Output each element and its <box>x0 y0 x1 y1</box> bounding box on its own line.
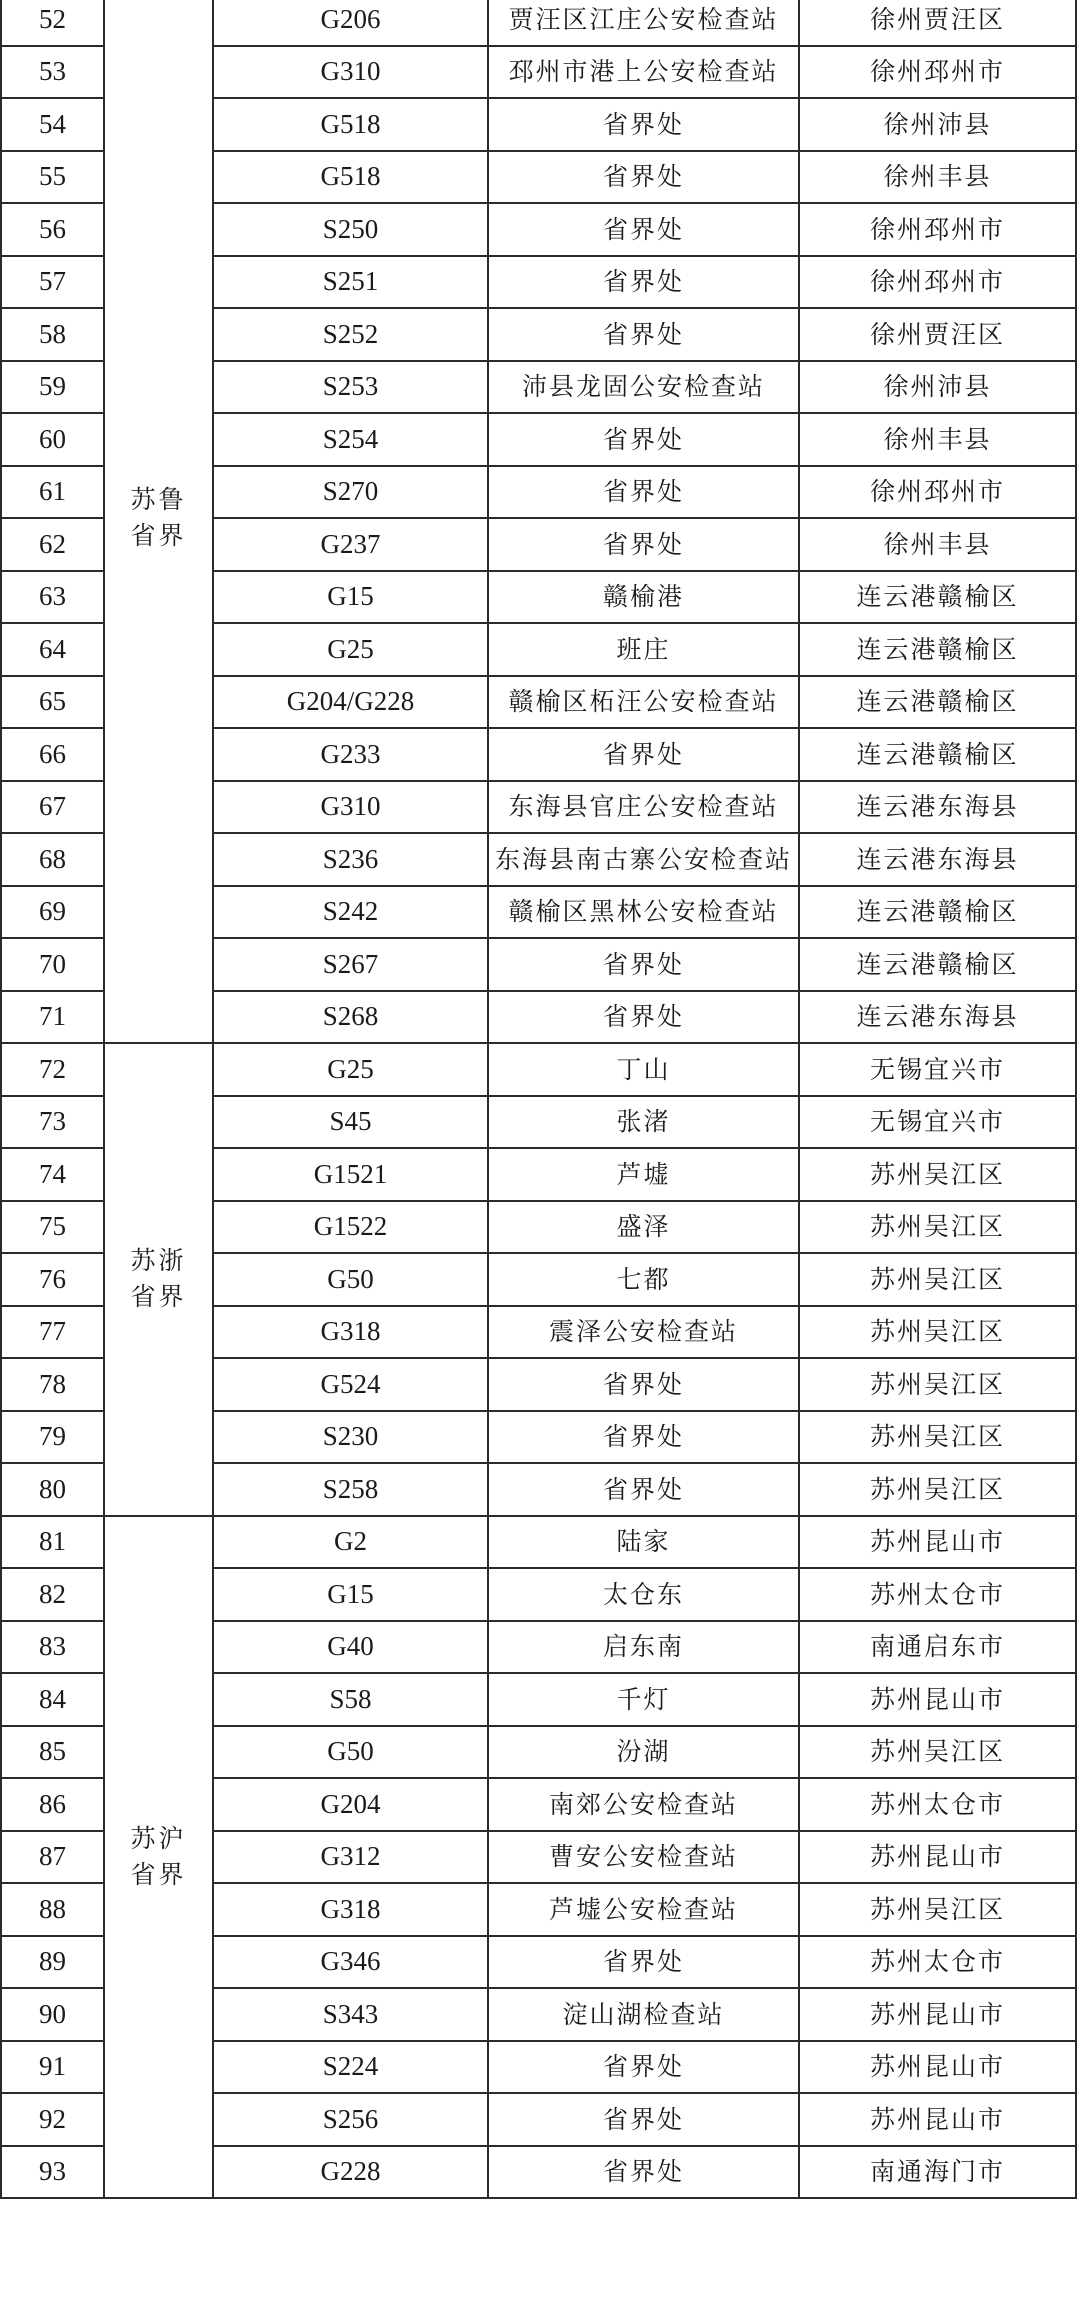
checkpoint-site-cell: 七都 <box>488 1253 799 1306</box>
location-cell: 苏州吴江区 <box>799 1358 1076 1411</box>
row-number-cell: 87 <box>1 1831 104 1884</box>
checkpoint-site-cell: 太仓东 <box>488 1568 799 1621</box>
location-cell: 苏州昆山市 <box>799 1988 1076 2041</box>
road-code-cell: S250 <box>213 203 488 256</box>
location-cell: 徐州沛县 <box>799 361 1076 414</box>
checkpoint-site-cell: 省界处 <box>488 1936 799 1989</box>
location-cell: 南通海门市 <box>799 2146 1076 2199</box>
checkpoint-site-cell: 震泽公安检查站 <box>488 1306 799 1359</box>
checkpoint-site-cell: 邳州市港上公安检查站 <box>488 46 799 99</box>
row-number-cell: 78 <box>1 1358 104 1411</box>
location-cell: 苏州太仓市 <box>799 1778 1076 1831</box>
row-number-cell: 60 <box>1 413 104 466</box>
location-cell: 苏州昆山市 <box>799 2041 1076 2094</box>
road-code-cell: S267 <box>213 938 488 991</box>
location-cell: 南通启东市 <box>799 1621 1076 1674</box>
location-cell: 苏州吴江区 <box>799 1726 1076 1779</box>
road-code-cell: G1522 <box>213 1201 488 1254</box>
checkpoint-site-cell: 赣榆区柘汪公安检查站 <box>488 676 799 729</box>
row-number-cell: 92 <box>1 2093 104 2146</box>
location-cell: 徐州贾汪区 <box>799 308 1076 361</box>
road-code-cell: G50 <box>213 1253 488 1306</box>
location-cell: 苏州吴江区 <box>799 1148 1076 1201</box>
road-code-cell: G206 <box>213 0 488 46</box>
row-number-cell: 85 <box>1 1726 104 1779</box>
location-cell: 苏州昆山市 <box>799 1673 1076 1726</box>
checkpoint-site-cell: 沛县龙固公安检查站 <box>488 361 799 414</box>
row-number-cell: 70 <box>1 938 104 991</box>
row-number-cell: 67 <box>1 781 104 834</box>
checkpoint-site-cell: 启东南 <box>488 1621 799 1674</box>
checkpoint-site-cell: 省界处 <box>488 98 799 151</box>
row-number-cell: 59 <box>1 361 104 414</box>
location-cell: 徐州贾汪区 <box>799 0 1076 46</box>
location-cell: 连云港东海县 <box>799 781 1076 834</box>
location-cell: 苏州太仓市 <box>799 1936 1076 1989</box>
border-region-cell: 苏沪省界 <box>104 1516 213 2199</box>
checkpoint-site-cell: 淀山湖检查站 <box>488 1988 799 2041</box>
road-code-cell: G25 <box>213 623 488 676</box>
road-code-cell: S258 <box>213 1463 488 1516</box>
checkpoint-site-cell: 省界处 <box>488 203 799 256</box>
row-number-cell: 72 <box>1 1043 104 1096</box>
road-code-cell: S252 <box>213 308 488 361</box>
location-cell: 苏州吴江区 <box>799 1411 1076 1464</box>
road-code-cell: S253 <box>213 361 488 414</box>
row-number-cell: 56 <box>1 203 104 256</box>
row-number-cell: 82 <box>1 1568 104 1621</box>
location-cell: 连云港东海县 <box>799 833 1076 886</box>
checkpoint-site-cell: 省界处 <box>488 466 799 519</box>
checkpoint-site-cell: 汾湖 <box>488 1726 799 1779</box>
location-cell: 徐州邳州市 <box>799 256 1076 309</box>
road-code-cell: G312 <box>213 1831 488 1884</box>
location-cell: 连云港赣榆区 <box>799 728 1076 781</box>
table-row <box>1 1516 1076 1569</box>
row-number-cell: 69 <box>1 886 104 939</box>
border-region-cell: 苏鲁省界 <box>104 0 213 1043</box>
row-number-cell: 93 <box>1 2146 104 2199</box>
row-number-cell: 75 <box>1 1201 104 1254</box>
row-number-cell: 81 <box>1 1516 104 1569</box>
location-cell: 苏州吴江区 <box>799 1463 1076 1516</box>
checkpoint-site-cell: 省界处 <box>488 991 799 1044</box>
road-code-cell: G15 <box>213 571 488 624</box>
location-cell: 徐州丰县 <box>799 151 1076 204</box>
row-number-cell: 68 <box>1 833 104 886</box>
road-code-cell: G518 <box>213 151 488 204</box>
checkpoint-site-cell: 丁山 <box>488 1043 799 1096</box>
checkpoint-site-cell: 张渚 <box>488 1096 799 1149</box>
road-code-cell: S251 <box>213 256 488 309</box>
checkpoint-site-cell: 省界处 <box>488 2041 799 2094</box>
border-region-cell: 苏浙省界 <box>104 1043 213 1516</box>
location-cell: 连云港赣榆区 <box>799 623 1076 676</box>
location-cell: 连云港赣榆区 <box>799 938 1076 991</box>
road-code-cell: G2 <box>213 1516 488 1569</box>
row-number-cell: 65 <box>1 676 104 729</box>
road-code-cell: S230 <box>213 1411 488 1464</box>
checkpoint-site-cell: 赣榆区黑林公安检查站 <box>488 886 799 939</box>
row-number-cell: 63 <box>1 571 104 624</box>
location-cell: 苏州昆山市 <box>799 1516 1076 1569</box>
checkpoint-site-cell: 芦墟 <box>488 1148 799 1201</box>
location-cell: 连云港赣榆区 <box>799 676 1076 729</box>
road-code-cell: G228 <box>213 2146 488 2199</box>
checkpoint-site-cell: 省界处 <box>488 518 799 571</box>
road-code-cell: G518 <box>213 98 488 151</box>
checkpoint-site-cell: 东海县官庄公安检查站 <box>488 781 799 834</box>
road-code-cell: S343 <box>213 1988 488 2041</box>
location-cell: 苏州太仓市 <box>799 1568 1076 1621</box>
location-cell: 连云港赣榆区 <box>799 571 1076 624</box>
road-code-cell: G318 <box>213 1306 488 1359</box>
checkpoint-site-cell: 省界处 <box>488 1411 799 1464</box>
road-code-cell: G237 <box>213 518 488 571</box>
checkpoint-site-cell: 省界处 <box>488 1358 799 1411</box>
road-code-cell: G310 <box>213 781 488 834</box>
checkpoint-site-cell: 千灯 <box>488 1673 799 1726</box>
row-number-cell: 80 <box>1 1463 104 1516</box>
checkpoint-table-body <box>1 0 1076 2198</box>
table-row <box>1 0 1076 46</box>
road-code-cell: S236 <box>213 833 488 886</box>
row-number-cell: 57 <box>1 256 104 309</box>
row-number-cell: 74 <box>1 1148 104 1201</box>
road-code-cell: S256 <box>213 2093 488 2146</box>
checkpoint-site-cell: 省界处 <box>488 413 799 466</box>
checkpoint-site-cell: 南郊公安检查站 <box>488 1778 799 1831</box>
location-cell: 苏州昆山市 <box>799 1831 1076 1884</box>
table-row <box>1 1043 1076 1096</box>
row-number-cell: 77 <box>1 1306 104 1359</box>
checkpoint-site-cell: 东海县南古寨公安检查站 <box>488 833 799 886</box>
road-code-cell: G346 <box>213 1936 488 1989</box>
row-number-cell: 73 <box>1 1096 104 1149</box>
location-cell: 徐州丰县 <box>799 413 1076 466</box>
row-number-cell: 88 <box>1 1883 104 1936</box>
checkpoint-site-cell: 盛泽 <box>488 1201 799 1254</box>
road-code-cell: G524 <box>213 1358 488 1411</box>
road-code-cell: S254 <box>213 413 488 466</box>
checkpoint-site-cell: 省界处 <box>488 938 799 991</box>
road-code-cell: S58 <box>213 1673 488 1726</box>
location-cell: 无锡宜兴市 <box>799 1096 1076 1149</box>
checkpoint-site-cell: 省界处 <box>488 1463 799 1516</box>
checkpoint-site-cell: 省界处 <box>488 308 799 361</box>
location-cell: 无锡宜兴市 <box>799 1043 1076 1096</box>
location-cell: 连云港东海县 <box>799 991 1076 1044</box>
row-number-cell: 71 <box>1 991 104 1044</box>
checkpoint-site-cell: 省界处 <box>488 2146 799 2199</box>
row-number-cell: 58 <box>1 308 104 361</box>
location-cell: 徐州邳州市 <box>799 46 1076 99</box>
road-code-cell: S45 <box>213 1096 488 1149</box>
road-code-cell: G204 <box>213 1778 488 1831</box>
checkpoint-site-cell: 曹安公安检查站 <box>488 1831 799 1884</box>
row-number-cell: 54 <box>1 98 104 151</box>
road-code-cell: G233 <box>213 728 488 781</box>
row-number-cell: 84 <box>1 1673 104 1726</box>
road-code-cell: G25 <box>213 1043 488 1096</box>
checkpoint-site-cell: 陆家 <box>488 1516 799 1569</box>
road-code-cell: G40 <box>213 1621 488 1674</box>
row-number-cell: 89 <box>1 1936 104 1989</box>
row-number-cell: 90 <box>1 1988 104 2041</box>
road-code-cell: G1521 <box>213 1148 488 1201</box>
row-number-cell: 55 <box>1 151 104 204</box>
road-code-cell: G50 <box>213 1726 488 1779</box>
row-number-cell: 66 <box>1 728 104 781</box>
row-number-cell: 79 <box>1 1411 104 1464</box>
location-cell: 徐州邳州市 <box>799 466 1076 519</box>
road-code-cell: S270 <box>213 466 488 519</box>
row-number-cell: 61 <box>1 466 104 519</box>
row-number-cell: 91 <box>1 2041 104 2094</box>
location-cell: 徐州邳州市 <box>799 203 1076 256</box>
road-code-cell: G318 <box>213 1883 488 1936</box>
location-cell: 连云港赣榆区 <box>799 886 1076 939</box>
location-cell: 徐州丰县 <box>799 518 1076 571</box>
road-code-cell: G310 <box>213 46 488 99</box>
checkpoint-site-cell: 贾汪区江庄公安检查站 <box>488 0 799 46</box>
row-number-cell: 62 <box>1 518 104 571</box>
checkpoint-site-cell: 省界处 <box>488 256 799 309</box>
road-code-cell: S242 <box>213 886 488 939</box>
row-number-cell: 52 <box>1 0 104 46</box>
location-cell: 徐州沛县 <box>799 98 1076 151</box>
location-cell: 苏州昆山市 <box>799 2093 1076 2146</box>
row-number-cell: 86 <box>1 1778 104 1831</box>
checkpoint-site-cell: 赣榆港 <box>488 571 799 624</box>
checkpoint-site-cell: 芦墟公安检查站 <box>488 1883 799 1936</box>
location-cell: 苏州吴江区 <box>799 1306 1076 1359</box>
location-cell: 苏州吴江区 <box>799 1883 1076 1936</box>
road-code-cell: G204/G228 <box>213 676 488 729</box>
checkpoint-site-cell: 班庄 <box>488 623 799 676</box>
row-number-cell: 64 <box>1 623 104 676</box>
location-cell: 苏州吴江区 <box>799 1253 1076 1306</box>
row-number-cell: 53 <box>1 46 104 99</box>
checkpoint-site-cell: 省界处 <box>488 728 799 781</box>
checkpoint-site-cell: 省界处 <box>488 151 799 204</box>
checkpoint-site-cell: 省界处 <box>488 2093 799 2146</box>
location-cell: 苏州吴江区 <box>799 1201 1076 1254</box>
road-code-cell: S268 <box>213 991 488 1044</box>
road-code-cell: S224 <box>213 2041 488 2094</box>
road-code-cell: G15 <box>213 1568 488 1621</box>
row-number-cell: 76 <box>1 1253 104 1306</box>
row-number-cell: 83 <box>1 1621 104 1674</box>
